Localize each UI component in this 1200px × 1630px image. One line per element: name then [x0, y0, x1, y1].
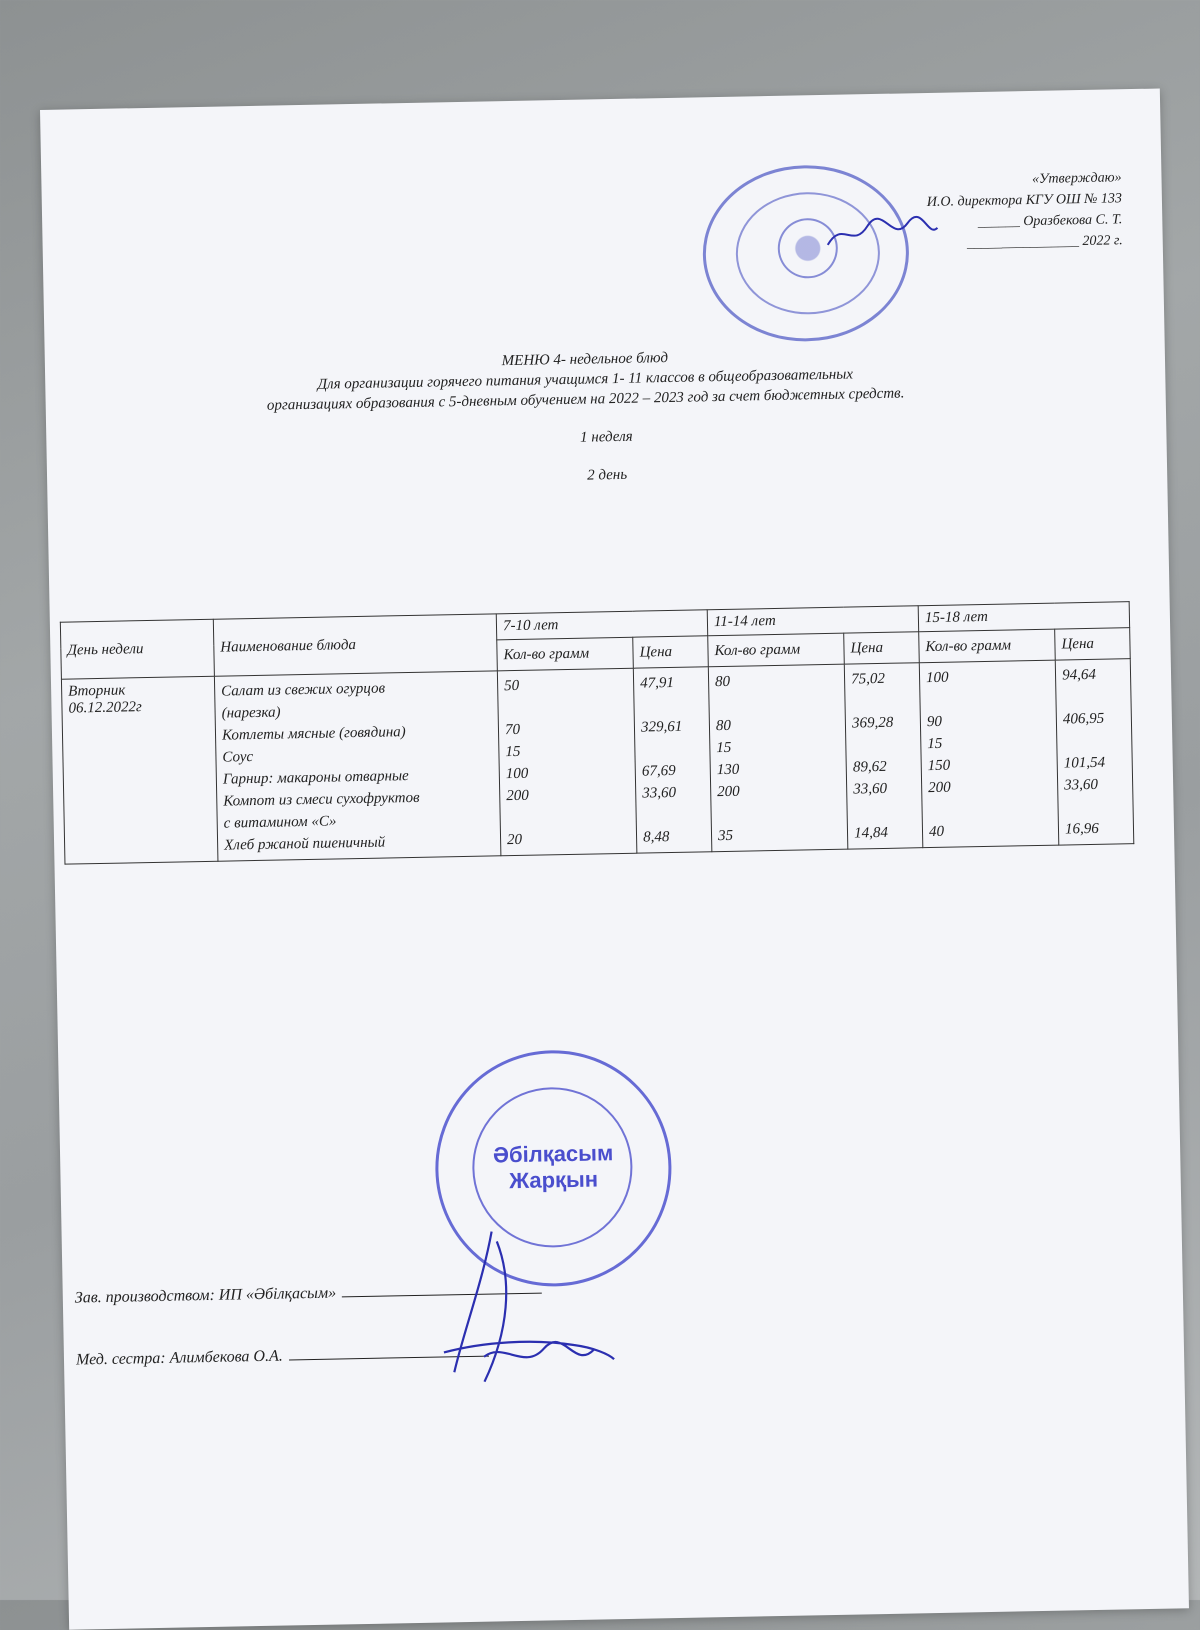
menu-table — [60, 601, 1134, 864]
price-value: 33,60 — [1064, 776, 1099, 794]
qty-value: 15 — [505, 743, 521, 761]
price-value — [851, 689, 913, 712]
g2-qty-cell — [708, 664, 848, 852]
qty-value: 100 — [925, 669, 949, 687]
approval-title: «Утверждаю» — [1031, 170, 1122, 187]
day-date: 06.12.2022г — [68, 699, 142, 717]
week-label: 1 неделя — [579, 428, 633, 446]
price-value: 67,69 — [641, 762, 676, 780]
qty-value: 40 — [928, 823, 945, 841]
seal-name-line-1: Әбілқасым — [492, 1140, 614, 1168]
qty-value: 200 — [927, 779, 951, 797]
director-signature — [822, 213, 943, 255]
dish-line: Компот из смеси сухофруктов — [223, 789, 420, 810]
qty-value: 200 — [506, 787, 529, 805]
qty-value — [717, 801, 841, 825]
price-value — [1062, 685, 1124, 708]
price-value: 94,64 — [1061, 666, 1097, 684]
header-day-of-week: День недели — [60, 619, 214, 679]
g3-qty-cell — [919, 660, 1059, 848]
price-value: 16,96 — [1064, 820, 1099, 838]
qty-value: 200 — [717, 783, 740, 801]
g2-price-cell — [844, 663, 922, 849]
dish-line: Соус — [222, 749, 254, 766]
qty-value — [928, 797, 1052, 821]
dish-cell — [214, 671, 500, 861]
price-value — [853, 799, 915, 822]
dish-line: с витамином «С» — [223, 813, 337, 832]
qty-value: 80 — [715, 717, 732, 735]
qty-value: 100 — [505, 765, 529, 783]
approval-signatory: Оразбекова С. Т. — [1023, 212, 1123, 230]
qty-value — [506, 805, 630, 829]
qty-value: 50 — [503, 677, 520, 695]
document-page — [40, 88, 1189, 1629]
price-value: 33,60 — [642, 784, 677, 802]
price-value — [1063, 729, 1125, 752]
approval-signatory-line: ______ Оразбекова С. Т. — [977, 212, 1123, 231]
seal-name-line-2: Жарқын — [508, 1166, 599, 1194]
header-group-7-10: 7-10 лет — [496, 610, 707, 640]
price-value: 369,28 — [851, 714, 894, 732]
price-value — [640, 693, 702, 716]
qty-value: 150 — [927, 757, 951, 775]
approval-date: 2022 г. — [1082, 233, 1123, 250]
table-row — [61, 659, 1133, 864]
day-cell — [61, 676, 218, 864]
price-value — [1064, 795, 1126, 818]
subheader-price: Цена — [633, 636, 708, 668]
qty-value — [504, 695, 628, 719]
price-value: 14,84 — [853, 824, 889, 842]
day-label: 2 день — [586, 466, 628, 484]
production-manager-label: Зав. производством: ИП «Әбілқасым» — [74, 1284, 337, 1307]
menu-title: МЕНЮ 4- недельное блюд — [501, 349, 669, 370]
price-value: 75,02 — [851, 670, 886, 688]
subheader-price: Цена — [844, 632, 919, 664]
g1-price-cell — [633, 667, 711, 853]
qty-value: 130 — [716, 761, 740, 779]
g1-qty-cell — [497, 668, 637, 856]
dish-line: (нарезка) — [221, 704, 281, 722]
price-value: 33,60 — [853, 780, 888, 798]
price-value: 101,54 — [1063, 754, 1106, 772]
subheader-qty: Кол-во грамм — [497, 637, 634, 671]
price-value: 89,62 — [852, 758, 887, 776]
price-value: 8,48 — [643, 829, 670, 846]
qty-value: 15 — [716, 739, 732, 757]
dish-line: Салат из свежих огурцов — [221, 680, 386, 700]
menu-title-block — [165, 342, 1006, 418]
qty-value: 35 — [717, 827, 734, 845]
qty-value — [926, 687, 1050, 711]
nurse-label: Мед. сестра: Алимбекова О.А. — [75, 1347, 283, 1369]
approval-position: И.О. директора КГУ ОШ № 133 — [926, 191, 1123, 210]
handwritten-signature — [421, 1219, 624, 1393]
qty-value: 70 — [504, 721, 521, 739]
g3-price-cell — [1055, 659, 1133, 845]
qty-value: 90 — [926, 713, 943, 731]
price-value — [641, 737, 703, 760]
dish-line: Хлеб ржаной пшеничный — [224, 834, 386, 854]
subheader-qty: Кол-во грамм — [708, 633, 845, 667]
header-dish-name: Наименование блюда — [213, 614, 497, 676]
price-value: 329,61 — [640, 718, 683, 736]
qty-value: 15 — [927, 735, 943, 753]
menu-subtitle-line-2: организациях образования с 5-дневным обучением на 2022 – 2023 год за счет бюджетных средств. — [266, 385, 905, 414]
price-value: 406,95 — [1062, 710, 1105, 728]
price-value — [643, 803, 705, 826]
dish-line: Котлеты мясные (говядина) — [221, 724, 406, 744]
qty-value — [715, 691, 839, 715]
subheader-qty: Кол-во грамм — [919, 629, 1056, 663]
qty-value: 80 — [714, 673, 731, 691]
header-group-15-18: 15-18 лет — [918, 602, 1129, 632]
subheader-price: Цена — [1055, 628, 1131, 660]
seal-name — [438, 1139, 669, 1195]
price-value: 47,91 — [640, 674, 675, 692]
price-value — [852, 733, 914, 756]
dish-line: Гарнир: макароны отварные — [222, 768, 409, 788]
header-group-11-14: 11-14 лет — [707, 606, 918, 636]
qty-value: 20 — [506, 831, 523, 849]
menu-subtitle-line-1: Для организации горячего питания учащимся 1- 11 классов в общеобразовательных — [317, 366, 854, 393]
day-name: Вторник — [68, 682, 126, 700]
approval-date-line: ________________ 2022 г. — [966, 233, 1123, 252]
